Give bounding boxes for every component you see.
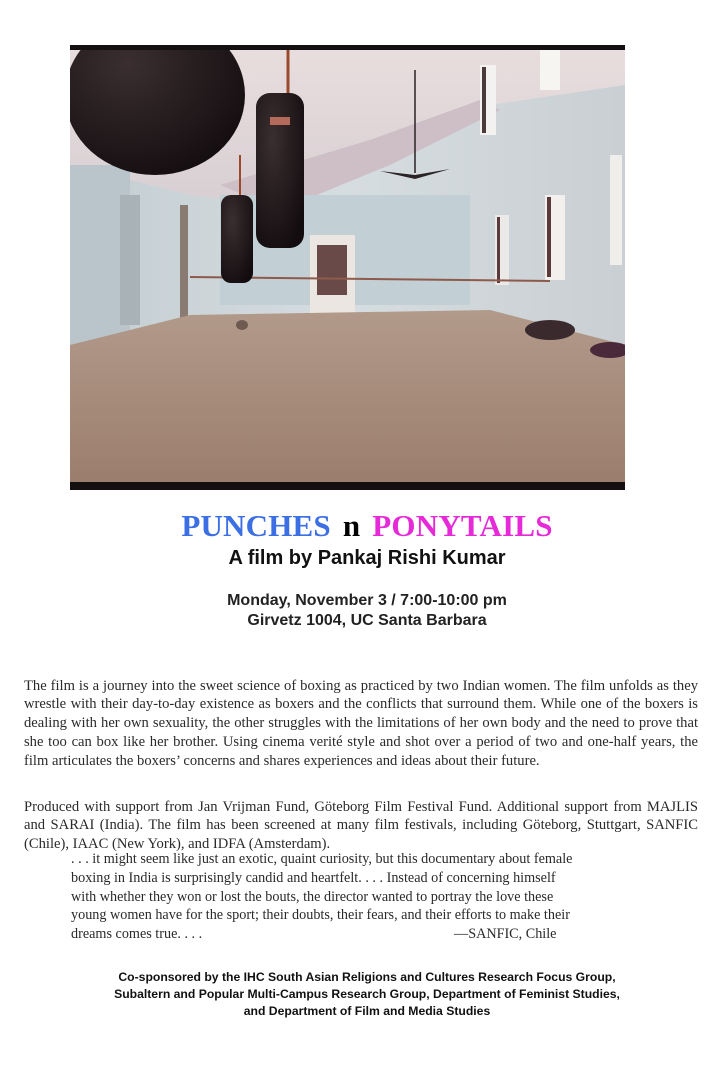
sponsor-line: and Department of Film and Media Studies [243,1004,491,1018]
event-date-time: Monday, November 3 / 7:00-10:00 pm [227,592,507,609]
quote-line: young women have for the sport; their doubts, their fears, and their efforts to make their [71,907,570,924]
production-support: Produced with support from Jan Vrijman Fund, Göteborg Film Festival Fund. Additional support from MAJLIS and SARAI (India). The film has been screened at many film festivals, including Göteborg, Stuttgart, SANFIC (Chile), IAAC (New York), and IDFA (Amsterdam). [24,798,698,853]
quote-line: . . . it might seem like just an exotic, quaint curiosity, but this documentary about female [71,851,573,867]
quote-line: boxing in India is surprisingly candid and heartfelt. . . . Instead of concerning himself [71,869,556,886]
review-quote [71,850,683,944]
film-description: The film is a journey into the sweet science of boxing as practiced by two Indian women. The film unfolds as they wrestle with their day-to-day existence as boxers and the conflicts that surround them. While one of the boxers is dealing with her own sexuality, the other struggles with the limitations of her own body and the need to prove that she too can box like her brother. Using cinema verité style and shot over a period of two and one-half years, the film articulates the boxers’ concerns and shares experiences and ideas about their future. [24,677,698,769]
quote-line: with whether they won or lost the bouts, the director wanted to portray the love these [71,888,554,905]
event-location: Girvetz 1004, UC Santa Barbara [247,612,487,629]
co-sponsors [0,969,720,1020]
title-part-ponytails: PONYTAILS [372,508,553,543]
film-director-credit: A film by Pankaj Rishi Kumar [228,547,506,569]
title-part-n: n [342,508,361,543]
quote-attribution: —SANFIC, Chile [454,926,557,942]
sponsor-line: Co-sponsored by the IHC South Asian Religions and Cultures Research Focus Group, [118,970,616,984]
film-title [0,506,720,546]
gym-photo [70,45,625,490]
title-part-punches: PUNCHES [181,508,331,543]
sponsor-line: Subaltern and Popular Multi-Campus Research Group, Department of Feminist Studies, [114,987,620,1001]
boxing-gym-image [70,45,625,490]
quote-line: dreams comes true. . . . [71,926,203,943]
